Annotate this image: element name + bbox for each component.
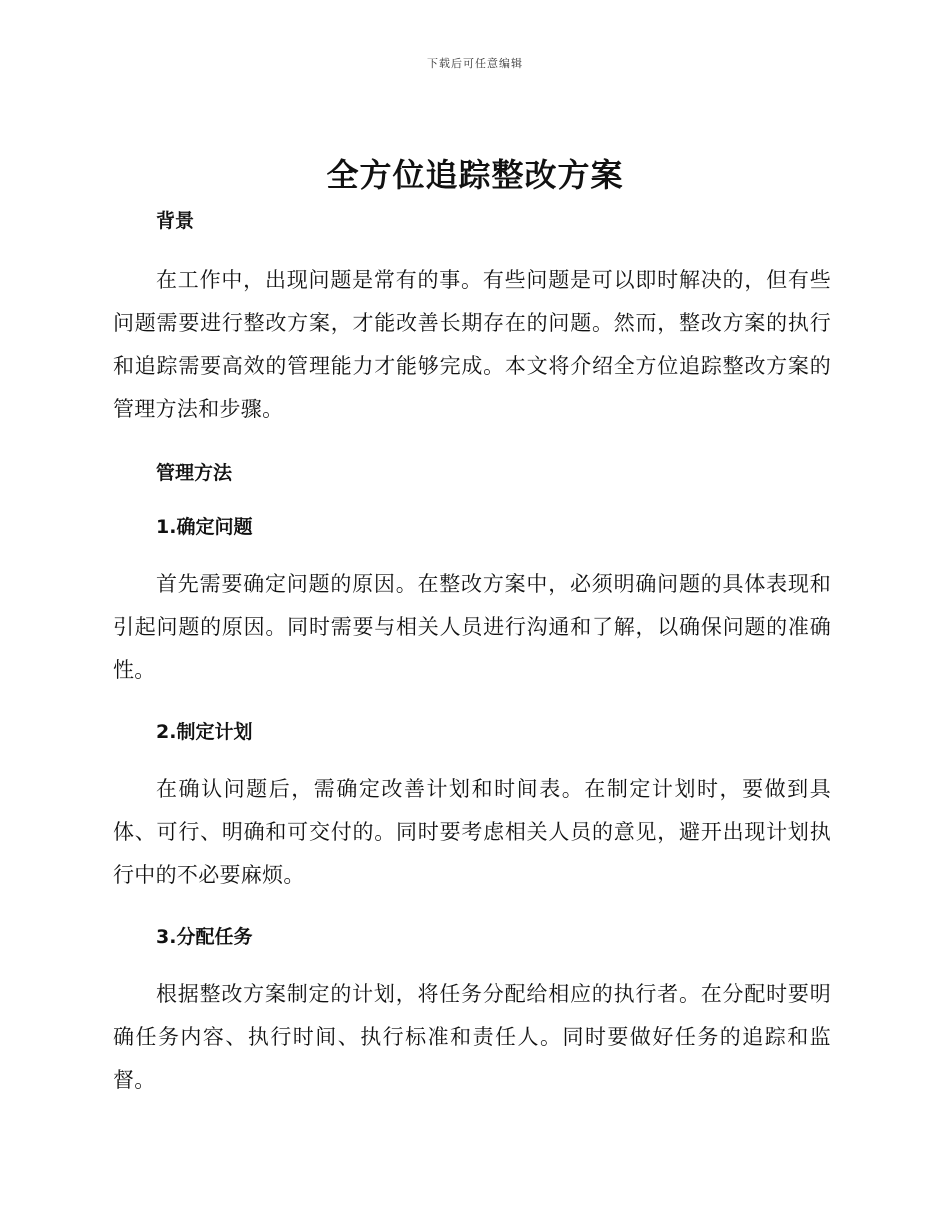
section-heading-background: 背景 [156,210,195,232]
document-title: 全方位追踪整改方案 [326,156,624,194]
subheading-step2: 2.制定计划 [156,721,253,743]
header-note: 下载后可任意编辑 [427,57,523,70]
subheading-step3: 3.分配任务 [156,926,253,948]
paragraph-background: 在工作中，出现问题是常有的事。有些问题是可以即时解决的，但有些问题需要进行整改方案，才能改善长期存在的问题。然而，整改方案的执行和追踪需要高效的管理能力才能够完成。本文将介绍全方位追踪整改方案的管理方法和步骤。 [113,268,831,421]
paragraph-step2: 在确认问题后，需确定改善计划和时间表。在制定计划时，要做到具体、可行、明确和可交付的。同时要考虑相关人员的意见，避开出现计划执行中的不必要麻烦。 [113,777,831,887]
subheading-step1: 1.确定问题 [156,516,253,538]
paragraph-step1: 首先需要确定问题的原因。在整改方案中，必须明确问题的具体表现和引起问题的原因。同时需要与相关人员进行沟通和了解，以确保问题的准确性。 [113,572,831,682]
section-heading-methods: 管理方法 [156,462,233,484]
paragraph-step3: 根据整改方案制定的计划，将任务分配给相应的执行者。在分配时要明确任务内容、执行时间、执行标准和责任人。同时要做好任务的追踪和监督。 [113,982,831,1092]
document-body [113,205,831,1102]
